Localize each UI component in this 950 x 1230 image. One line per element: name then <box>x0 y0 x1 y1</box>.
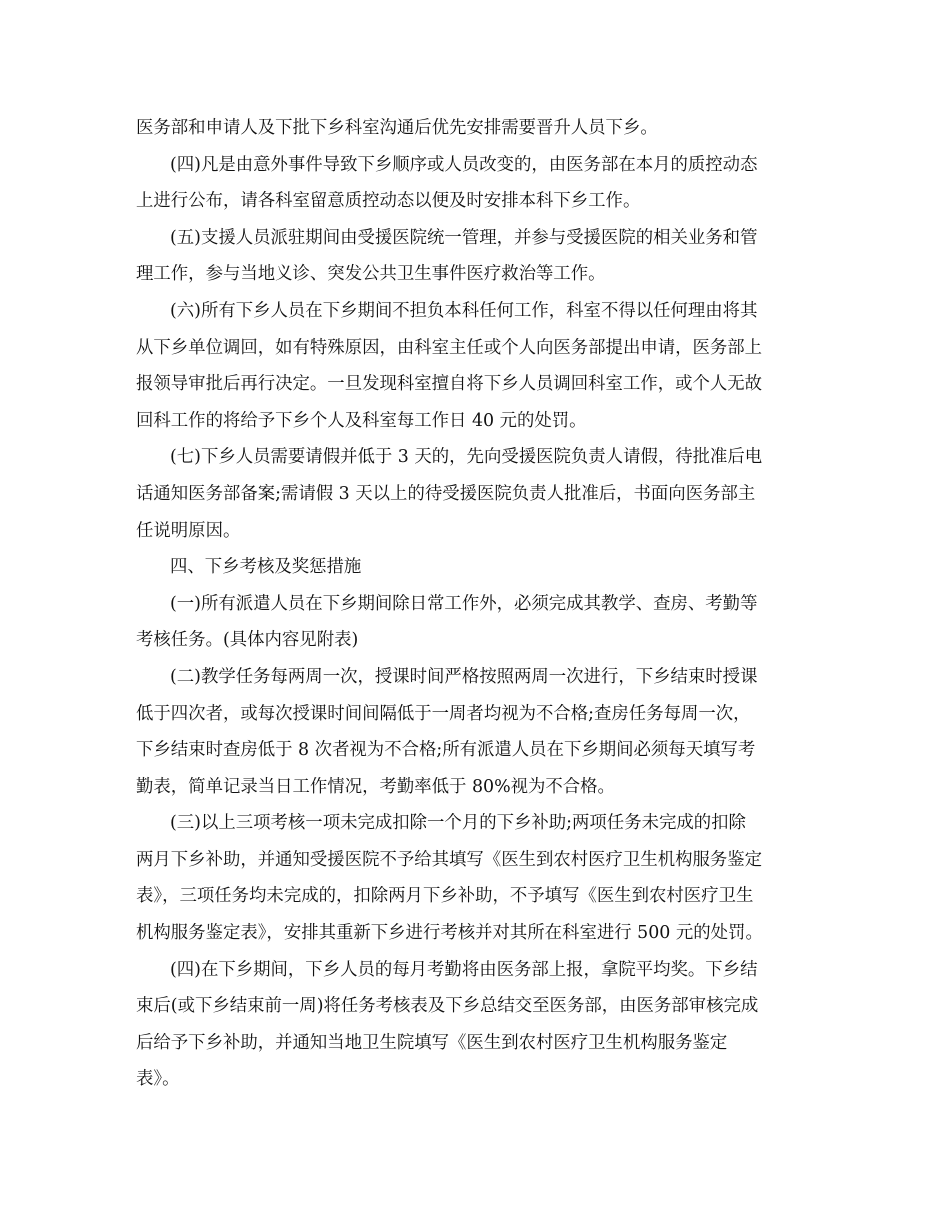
text-line: 后给予下乡补助，并通知当地卫生院填写《医生到农村医疗卫生机构服务鉴定 <box>136 1032 728 1053</box>
paragraph-s4-item-4 <box>136 952 816 1098</box>
paragraph-item-6 <box>136 293 816 439</box>
paragraph-s4-item-2 <box>136 659 816 805</box>
text-line: 勤表，简单记录当日工作情况，考勤率低于 80%视为不合格。 <box>136 776 615 797</box>
paragraph-s4-item-1 <box>136 586 816 659</box>
paragraph-item-7 <box>136 439 816 549</box>
text-line: (一)所有派遣人员在下乡期间除日常工作外，必须完成其教学、查房、考勤等 <box>170 593 758 614</box>
text-line: (六)所有下乡人员在下乡期间不担负本科任何工作，科室不得以任何理由将其 <box>170 300 758 321</box>
text-line: 从下乡单位调回，如有特殊原因，由科室主任或个人向医务部提出申请，医务部上 <box>136 337 763 358</box>
text-line: 考核任务。(具体内容见附表) <box>136 630 359 651</box>
text-line: 表》。 <box>136 1069 180 1090</box>
text-line: (三)以上三项考核一项未完成扣除一个月的下乡补助;两项任务未完成的扣除 <box>170 813 746 834</box>
text-line: 下乡结束时查房低于 8 次者视为不合格;所有派遣人员在下乡期间必须每天填写考 <box>136 740 756 761</box>
paragraph-item-5 <box>136 220 816 293</box>
text-line: 报领导审批后再行决定。一旦发现科室擅自将下乡人员调回科室工作，或个人无故 <box>136 374 763 395</box>
text-line: 理工作，参与当地义诊、突发公共卫生事件医疗救治等工作。 <box>136 264 606 285</box>
text-line: (四)凡是由意外事件导致下乡顺序或人员改变的，由医务部在本月的质控动态 <box>170 154 758 175</box>
paragraph-intro-tail <box>136 110 816 147</box>
text-line: (七)下乡人员需要请假并低于 3 天的，先向受援医院负责人请假，待批准后电 <box>170 447 763 468</box>
text-line: (四)在下乡期间，下乡人员的每月考勤将由医务部上报，拿院平均奖。下乡结 <box>170 959 758 980</box>
section-heading <box>136 549 816 586</box>
text-line: 回科工作的将给予下乡个人及科室每工作日 40 元的处罚。 <box>136 410 587 431</box>
section-title: 四、下乡考核及奖惩措施 <box>170 557 362 578</box>
text-line: (五)支援人员派驻期间由受援医院统一管理，并参与受援医院的相关业务和管 <box>170 227 758 248</box>
text-line: 上进行公布，请各科室留意质控动态以便及时安排本科下乡工作。 <box>136 191 641 212</box>
text-line: 任说明原因。 <box>136 520 241 541</box>
text-line: 束后(或下乡结束前一周)将任务考核表及下乡总结交至医务部，由医务部审核完成 <box>136 996 759 1017</box>
paragraph-s4-item-3 <box>136 805 816 951</box>
document-body <box>136 110 816 1098</box>
text-line: 低于四次者，或每次授课时间间隔低于一周者均视为不合格;查房任务每周一次， <box>136 703 751 724</box>
text-line: 话通知医务部备案;需请假 3 天以上的待受援医院负责人批准后，书面向医务部主 <box>136 483 756 504</box>
text-line: 两月下乡补助，并通知受援医院不予给其填写《医生到农村医疗卫生机构服务鉴定 <box>136 849 763 870</box>
text-line: (二)教学任务每两周一次，授课时间严格按照两周一次进行，下乡结束时授课 <box>170 666 758 687</box>
text-line: 机构服务鉴定表》，安排其重新下乡进行考核并对其所在科室进行 500 元的处罚。 <box>136 923 763 944</box>
paragraph-item-4a <box>136 147 816 220</box>
text-line: 医务部和申请人及下批下乡科室沟通后优先安排需要晋升人员下乡。 <box>136 118 658 138</box>
text-line: 表》，三项任务均未完成的，扣除两月下乡补助，不予填写《医生到农村医疗卫生 <box>136 886 754 907</box>
